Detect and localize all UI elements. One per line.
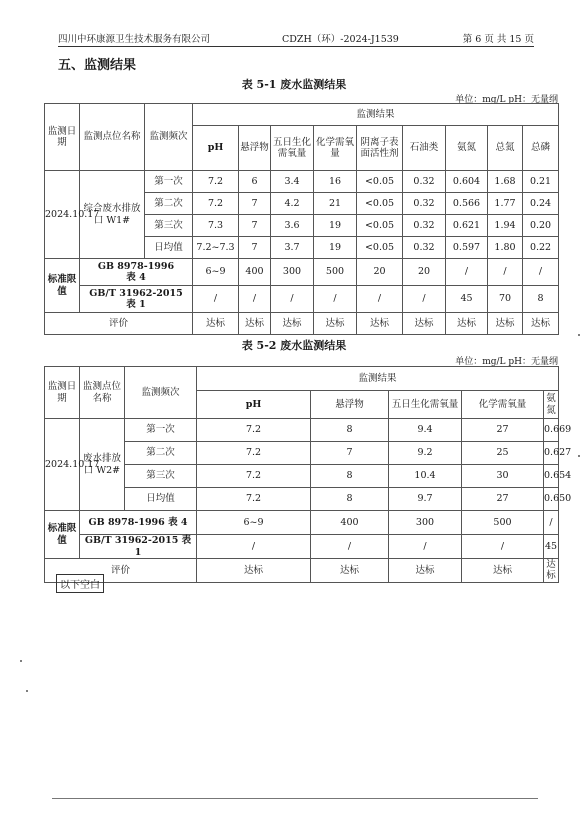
table-cell: 300	[271, 259, 314, 286]
table2-head-freq: 监测频次	[125, 367, 197, 419]
table-cell: 0.597	[446, 237, 488, 259]
table-cell: 7	[239, 193, 271, 215]
table-row	[45, 535, 559, 559]
table-cell: 达标	[311, 559, 389, 583]
table1-col-oil: 石油类	[403, 126, 446, 171]
table-cell: 1.77	[488, 193, 523, 215]
table2-date: 2024.10.17	[45, 419, 80, 511]
table-cell: 9.2	[389, 442, 462, 465]
table-row	[45, 559, 559, 583]
table-cell: 6~9	[193, 259, 239, 286]
std-code: GB 8978-1996	[97, 260, 175, 272]
table-cell: 500	[314, 259, 357, 286]
table-row	[45, 286, 559, 313]
table2-col-ph: pH	[197, 391, 311, 419]
table1-freq: 日均值	[145, 237, 193, 259]
table-cell: <0.05	[357, 193, 403, 215]
table-cell: 达标	[446, 313, 488, 335]
table1-head-results: 监测结果	[193, 104, 559, 126]
table-cell: 400	[311, 511, 389, 535]
table-cell: 达标	[314, 313, 357, 335]
table-cell: 0.627	[544, 442, 559, 465]
table2-std-gb8978: GB 8978-1996 表 4	[80, 511, 197, 535]
table-cell: 0.654	[544, 465, 559, 488]
table2-col-nh3n: 氨氮	[544, 391, 559, 419]
table-cell: 45	[446, 286, 488, 313]
header-organization: 四川中环康源卫生技术服务有限公司	[58, 34, 211, 45]
table1-col-tp: 总磷	[523, 126, 559, 171]
scan-speck	[26, 690, 28, 692]
table2-point: 废水排放口 W2#	[80, 419, 125, 511]
table-cell: 达标	[271, 313, 314, 335]
table-cell: 4.2	[271, 193, 314, 215]
table1-title: 表 5-1 废水监测结果	[241, 78, 347, 91]
table-cell: 45	[544, 535, 559, 559]
table-cell: 0.20	[523, 215, 559, 237]
table2-limit-label: 标准限值	[45, 511, 80, 559]
table-cell: /	[271, 286, 314, 313]
table-row	[45, 171, 559, 193]
table-cell: 20	[357, 259, 403, 286]
table2-col-ss: 悬浮物	[311, 391, 389, 419]
table-cell: 7.2	[197, 465, 311, 488]
table-cell: 7	[239, 215, 271, 237]
table1-freq: 第三次	[145, 215, 193, 237]
table-cell: 达标	[488, 313, 523, 335]
table-cell: 20	[403, 259, 446, 286]
table-cell: 7.2~7.3	[193, 237, 239, 259]
scan-speck	[578, 455, 580, 457]
table1-freq: 第二次	[145, 193, 193, 215]
table-cell: 7.2	[197, 442, 311, 465]
table-cell: 0.32	[403, 237, 446, 259]
table-cell: 8	[311, 465, 389, 488]
table1-col-bod5: 五日生化需氧量	[271, 126, 314, 171]
table-cell: 达标	[403, 313, 446, 335]
table1-freq: 第一次	[145, 171, 193, 193]
table-cell: 0.621	[446, 215, 488, 237]
table-cell: /	[239, 286, 271, 313]
table1-col-cod: 化学需氧量	[314, 126, 357, 171]
table2-col-cod: 化学需氧量	[462, 391, 544, 419]
table-row	[45, 259, 559, 286]
table1-col-ph: pH	[193, 126, 239, 171]
table-cell: <0.05	[357, 237, 403, 259]
table-cell: 0.32	[403, 171, 446, 193]
table-cell: /	[193, 286, 239, 313]
table1-point: 综合废水排放口 W1#	[80, 171, 145, 259]
table1-col-ss: 悬浮物	[239, 126, 271, 171]
table2-head-results: 监测结果	[197, 367, 559, 391]
table-cell: 27	[462, 419, 544, 442]
table2-freq: 第三次	[125, 465, 197, 488]
table-cell: 10.4	[389, 465, 462, 488]
table-cell: 达标	[544, 559, 559, 583]
table-cell: 0.566	[446, 193, 488, 215]
header-report-code: CDZH（环）-2024-J1539	[282, 34, 399, 45]
table-cell: 21	[314, 193, 357, 215]
table-cell: 400	[239, 259, 271, 286]
table-cell: /	[357, 286, 403, 313]
table2-head-date: 监测日期	[45, 367, 80, 419]
table-cell: /	[403, 286, 446, 313]
page-header	[58, 30, 534, 47]
footer-rule	[52, 798, 538, 799]
table-cell: 30	[462, 465, 544, 488]
table1-date: 2024.10.17	[45, 171, 80, 259]
table-cell: 7.2	[197, 488, 311, 511]
table-cell: 9.4	[389, 419, 462, 442]
table-cell: 6	[239, 171, 271, 193]
table-cell: 7.3	[193, 215, 239, 237]
std-table: 表 1	[126, 299, 146, 310]
std-code: GB/T 31962-2015	[89, 287, 183, 299]
table2-freq: 日均值	[125, 488, 197, 511]
table-cell: 16	[314, 171, 357, 193]
scan-speck	[578, 334, 580, 336]
table2	[44, 366, 572, 583]
scan-speck	[20, 660, 22, 662]
table-cell: 1.94	[488, 215, 523, 237]
table-row	[45, 313, 559, 335]
table-cell: /	[197, 535, 311, 559]
table-cell: 8	[311, 488, 389, 511]
table-cell: /	[314, 286, 357, 313]
table-cell: 7	[239, 237, 271, 259]
table-cell: 3.6	[271, 215, 314, 237]
table1-head-freq: 监测频次	[145, 104, 193, 171]
table-cell: 0.32	[403, 215, 446, 237]
table1-eval-label: 评价	[45, 313, 193, 335]
table2-freq: 第一次	[125, 419, 197, 442]
header-page-number: 第 6 页 共 15 页	[462, 34, 534, 45]
table-cell: 达标	[523, 313, 559, 335]
table2-head-point: 监测点位名称	[80, 367, 125, 419]
table-cell: 0.669	[544, 419, 559, 442]
table-cell: /	[523, 259, 559, 286]
table-cell: 0.21	[523, 171, 559, 193]
table-cell: 19	[314, 237, 357, 259]
table-cell: 7.2	[193, 171, 239, 193]
table-cell: 0.604	[446, 171, 488, 193]
table-cell: 达标	[239, 313, 271, 335]
table1-col-las: 阴离子表面活性剂	[357, 126, 403, 171]
blank-below-note: 以下空白	[56, 574, 104, 593]
table-cell: /	[488, 259, 523, 286]
table1	[44, 103, 559, 335]
table-cell: <0.05	[357, 215, 403, 237]
table-cell: /	[446, 259, 488, 286]
table1-col-nh3n: 氨氮	[446, 126, 488, 171]
table-cell: 0.24	[523, 193, 559, 215]
table-cell: 达标	[357, 313, 403, 335]
table1-limit-label: 标准限值	[45, 259, 80, 313]
table-cell: 6~9	[197, 511, 311, 535]
table-cell: /	[544, 511, 559, 535]
table-cell: 3.7	[271, 237, 314, 259]
table-cell: 达标	[462, 559, 544, 583]
table-cell: 1.80	[488, 237, 523, 259]
table2-eval-label: 评价	[45, 559, 197, 583]
table-cell: 达标	[193, 313, 239, 335]
table-cell: 19	[314, 215, 357, 237]
table-cell: 8	[523, 286, 559, 313]
table-cell: 9.7	[389, 488, 462, 511]
table-row	[45, 511, 559, 535]
table-cell: 300	[389, 511, 462, 535]
table1-std-gb8978	[80, 259, 193, 286]
table-cell: 0.650	[544, 488, 559, 511]
table-cell: 0.22	[523, 237, 559, 259]
table-cell: 25	[462, 442, 544, 465]
table-cell: /	[311, 535, 389, 559]
table-cell: 7.2	[197, 419, 311, 442]
table1-std-gbt31962	[80, 286, 193, 313]
table-cell: 7	[311, 442, 389, 465]
table2-col-bod5: 五日生化需氧量	[389, 391, 462, 419]
table2-std-gbt31962: GB/T 31962-2015 表 1	[80, 535, 197, 559]
table-cell: 1.68	[488, 171, 523, 193]
table-cell: /	[462, 535, 544, 559]
table-cell: 达标	[389, 559, 462, 583]
table-cell: 0.32	[403, 193, 446, 215]
section-title: 五、监测结果	[58, 58, 137, 73]
table1-unit: 单位：mg/L pH：无量纲	[455, 95, 558, 105]
table-cell: <0.05	[357, 171, 403, 193]
table1-col-tn: 总氮	[488, 126, 523, 171]
table-cell: 3.4	[271, 171, 314, 193]
table-cell: 8	[311, 419, 389, 442]
table-cell: /	[389, 535, 462, 559]
table-cell: 达标	[197, 559, 311, 583]
table2-unit: 单位：mg/L pH：无量纲	[455, 357, 558, 367]
table1-head-date: 监测日期	[45, 104, 80, 171]
std-table: 表 4	[126, 272, 146, 283]
table-cell: 70	[488, 286, 523, 313]
table-cell: 27	[462, 488, 544, 511]
table1-head-point: 监测点位名称	[80, 104, 145, 171]
table2-freq: 第二次	[125, 442, 197, 465]
table2-title: 表 5-2 废水监测结果	[241, 339, 347, 352]
table-row	[45, 419, 559, 442]
table-cell: 500	[462, 511, 544, 535]
table-cell: 7.2	[193, 193, 239, 215]
